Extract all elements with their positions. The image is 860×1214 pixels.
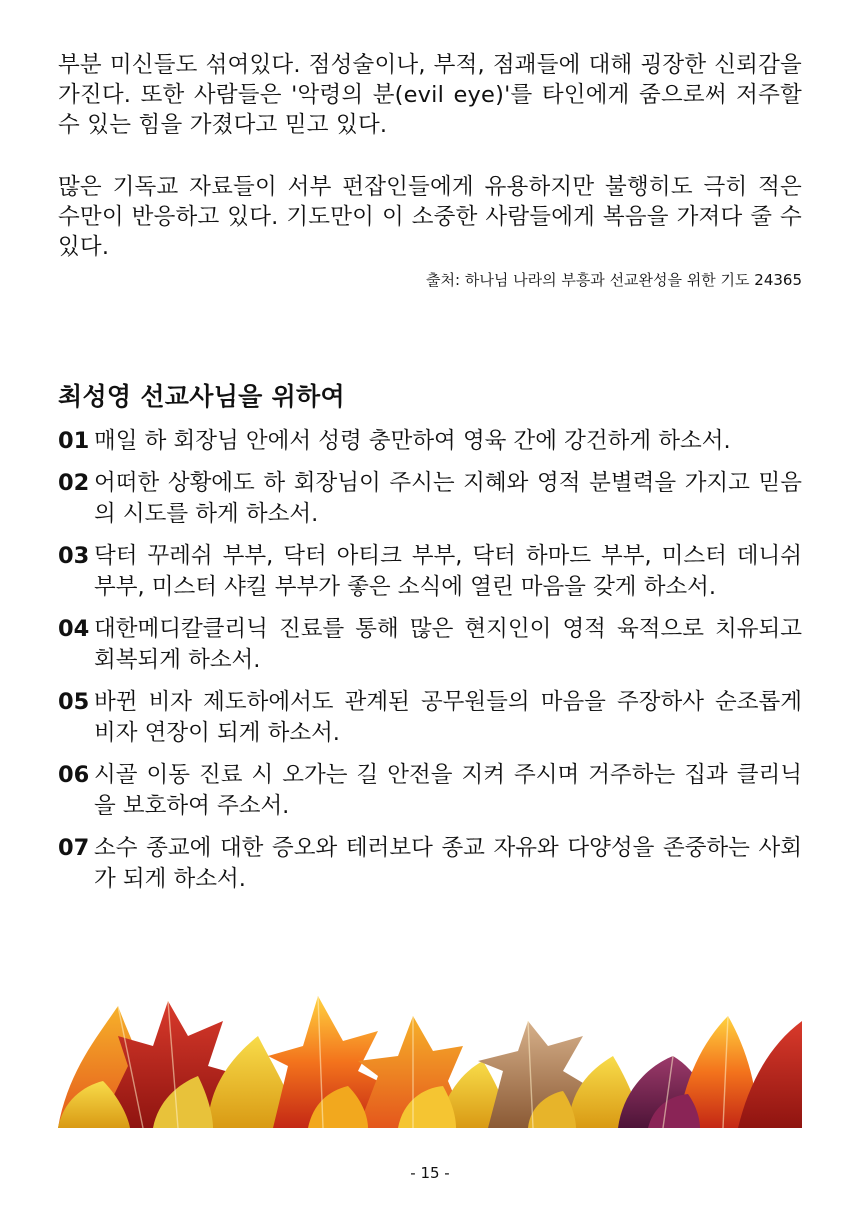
prayer-item-05 (58, 687, 802, 749)
prayer-item-06 (58, 760, 802, 822)
page-content (58, 50, 802, 892)
item-number: 01 (58, 428, 90, 454)
prayer-item-04 (58, 614, 802, 676)
page-number: - 15 - (410, 1164, 450, 1182)
item-number: 06 (58, 762, 90, 788)
prayer-item-07 (58, 833, 802, 895)
intro-paragraph-1: 부분 미신들도 섞여있다. 점성술이나, 부적, 점괘들에 대해 굉장한 신뢰감을 가진다. 또한 사람들은 '악령의 분(evil eye)'를 타인에게 줌으로써 저주할 수 있는 힘을 가졌다고 믿고 있다. (58, 52, 802, 138)
item-text: 시골 이동 진료 시 오가는 길 안전을 지켜 주시며 거주하는 집과 클리닉을 보호하여 주소서. (94, 762, 802, 819)
autumn-leaves-border (58, 976, 802, 1128)
intro-paragraph-2: 많은 기독교 자료들이 서부 펀잡인들에게 유용하지만 불행히도 극히 적은 수만이 반응하고 있다. 기도만이 이 소중한 사람들에게 복음을 가져다 줄 수 있다. (58, 174, 802, 260)
item-number: 07 (58, 835, 90, 861)
section-heading: 최성영 선교사님을 위하여 (58, 382, 345, 411)
item-text: 닥터 꾸레쉬 부부, 닥터 아티크 부부, 닥터 하마드 부부, 미스터 데니쉬 부부, 미스터 샤킬 부부가 좋은 소식에 열린 마음을 갖게 하소서. (94, 543, 802, 600)
item-text: 대한메디칼클리닉 진료를 통해 많은 현지인이 영적 육적으로 치유되고 회복되게 하소서. (94, 616, 802, 673)
prayer-item-01 (58, 426, 802, 457)
item-text: 바뀐 비자 제도하에서도 관계된 공무원들의 마음을 주장하사 순조롭게 비자 연장이 되게 하소서. (94, 689, 802, 746)
source-citation: 출처: 하나님 나라의 부흥과 선교완성을 위한 기도 24365 (426, 271, 802, 289)
item-text: 소수 종교에 대한 증오와 테러보다 종교 자유와 다양성을 존중하는 사회가 되게 하소서. (94, 835, 802, 892)
item-number: 05 (58, 689, 90, 715)
item-number: 03 (58, 543, 90, 569)
prayer-list (58, 426, 802, 906)
item-text: 어떠한 상황에도 하 회장님이 주시는 지혜와 영적 분별력을 가지고 믿음의 시도를 하게 하소서. (94, 470, 802, 527)
leaves-illustration (58, 976, 802, 1128)
item-number: 02 (58, 470, 90, 496)
item-number: 04 (58, 616, 90, 642)
item-text: 매일 하 회장님 안에서 성령 충만하여 영육 간에 강건하게 하소서. (94, 428, 731, 454)
prayer-item-02 (58, 468, 802, 530)
prayer-item-03 (58, 541, 802, 603)
